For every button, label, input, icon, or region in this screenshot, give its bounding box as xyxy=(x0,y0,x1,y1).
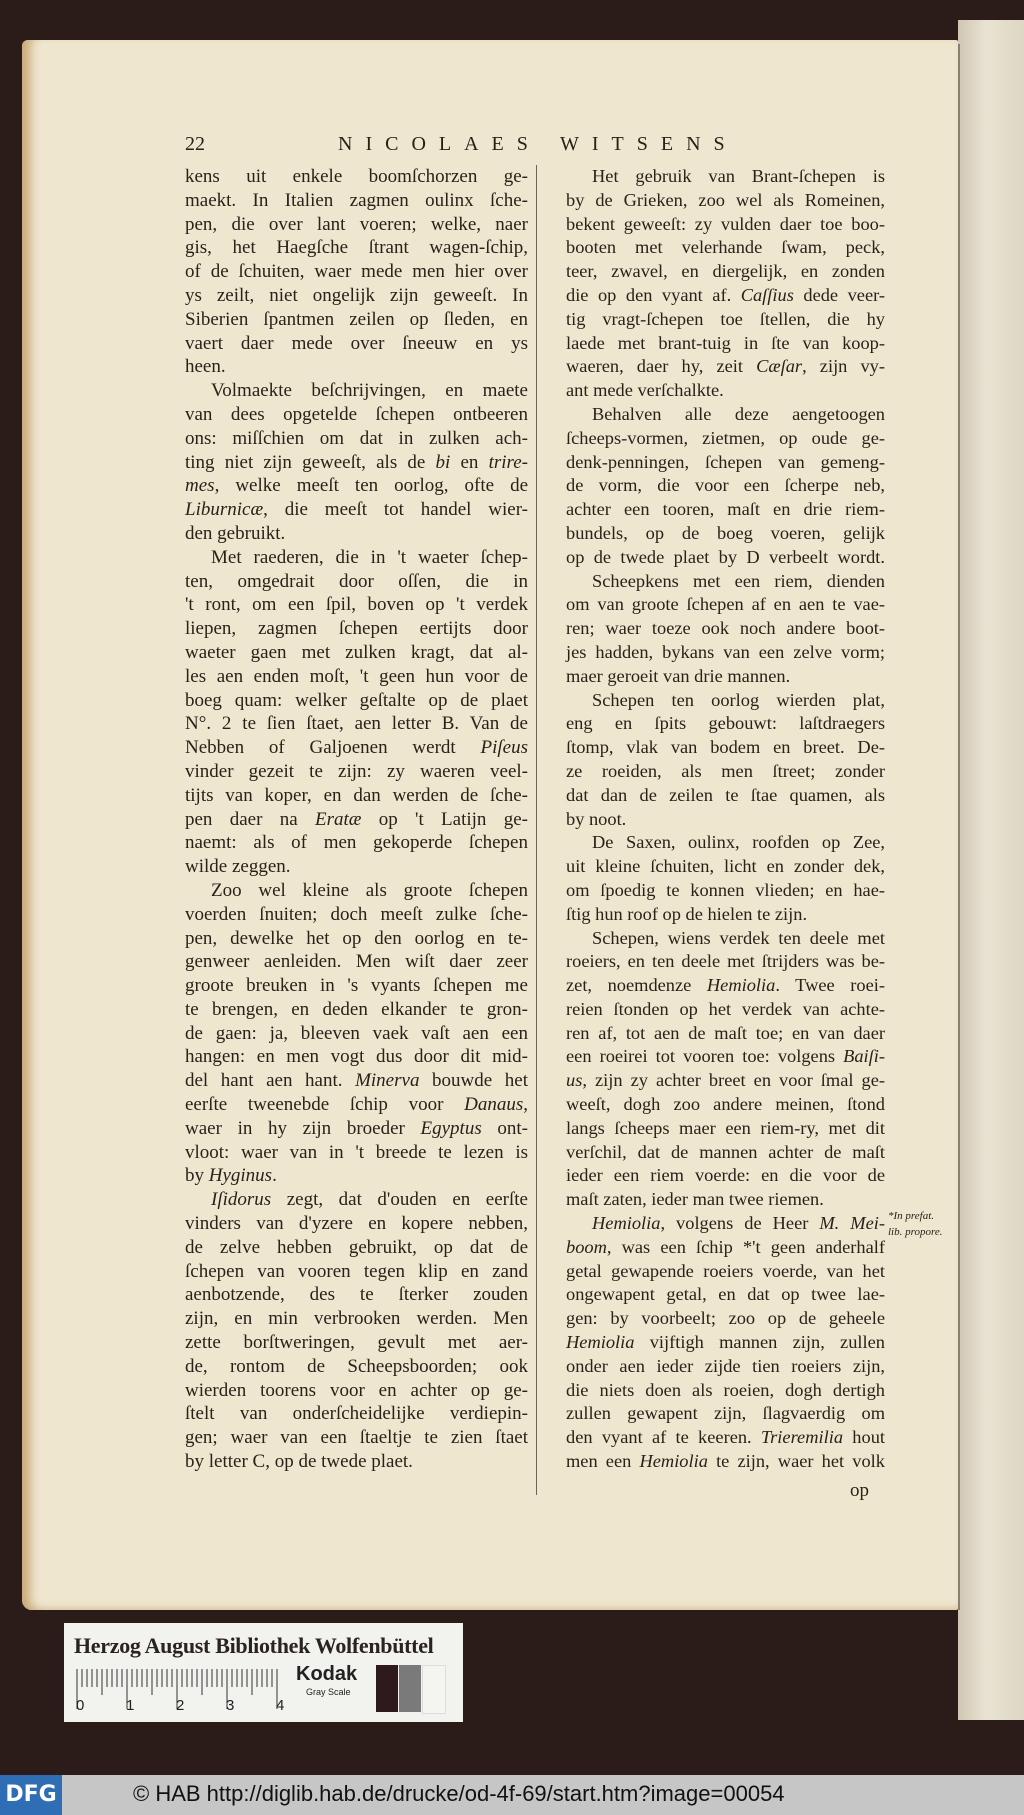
text-line xyxy=(185,665,528,689)
text-line xyxy=(566,903,885,927)
text-segment: dede veer- xyxy=(793,284,885,305)
text-line xyxy=(185,1426,528,1450)
text-line xyxy=(566,403,885,427)
text-segment: jes hadden, bykans van een zelve vorm; xyxy=(566,641,885,662)
gray-swatch-light xyxy=(422,1665,446,1714)
text-segment: ze roeiden, als men ſtreet; zonder xyxy=(566,760,885,781)
text-segment: ant mede verſchalkte. xyxy=(566,380,724,401)
text-segment: ſchepen van vooren tegen klip en zand xyxy=(185,1260,528,1282)
text-segment: Het gebruik van Brant-ſchepen is xyxy=(592,166,885,186)
text-segment: een roeirei tot vooren toe: volgens xyxy=(566,1046,844,1067)
text-segment: bekent geweeſt: zy vulden daer toe boo- xyxy=(566,213,885,234)
text-line xyxy=(185,1093,528,1117)
text-line xyxy=(566,474,885,498)
text-segment: ons: miſſchien om dat in zulken ach- xyxy=(185,427,528,449)
italic-text: Baiſi- xyxy=(843,1046,885,1067)
text-line xyxy=(566,284,885,308)
text-line xyxy=(566,641,885,665)
text-line xyxy=(566,379,885,403)
text-segment: den gebruikt. xyxy=(185,522,286,544)
text-line xyxy=(185,546,528,570)
page-number: 22 xyxy=(185,133,205,155)
text-segment: onder aen ieder zijde tien roeiers zijn, xyxy=(566,1355,885,1376)
text-line xyxy=(185,617,528,641)
italic-text: Piſeus xyxy=(480,737,528,759)
text-segment: maer geroeit van drie mannen. xyxy=(566,665,791,686)
text-segment: , zijn vy- xyxy=(802,356,885,377)
text-segment: liepen, zagmen ſchepen eertijts door xyxy=(185,618,528,640)
text-line xyxy=(566,165,885,189)
text-line xyxy=(185,1164,528,1188)
text-segment: pen, die over lant voeren; welke, naer xyxy=(185,213,528,235)
text-line xyxy=(185,451,528,475)
text-line xyxy=(566,1283,885,1307)
text-line xyxy=(566,974,885,998)
text-segment: waeter gaen met zulken kragt, dat al- xyxy=(185,641,528,663)
text-segment: ieder een riem voerde: en die voor de xyxy=(566,1165,885,1186)
text-line xyxy=(185,879,528,903)
text-line xyxy=(566,593,885,617)
italic-text: M. Mei- xyxy=(819,1213,885,1234)
text-line xyxy=(566,213,885,237)
text-segment: voerden ſnuiten; doch meeſt zulke ſche- xyxy=(185,903,528,925)
text-segment: zette borſtweringen, gevult met aer- xyxy=(185,1332,528,1354)
text-segment: . Twee roei- xyxy=(775,975,885,996)
italic-text: Hemiolia xyxy=(566,1332,635,1353)
italic-text: Caſſius xyxy=(740,284,794,305)
ruler-number: 1 xyxy=(126,1697,135,1714)
text-segment: wierden toorens voor en achter op ge- xyxy=(185,1379,528,1401)
text-line xyxy=(185,998,528,1022)
library-name: Herzog August Bibliothek Wolfenbüttel xyxy=(74,1633,434,1658)
text-segment: tijts van koper, en dan werden de ſche- xyxy=(185,784,528,806)
text-segment: , was een ſchip *'t geen anderhalf xyxy=(606,1236,885,1257)
text-segment: bouwde het xyxy=(419,1070,528,1092)
text-segment: zegt, dat d'ouden en eerſte xyxy=(271,1189,528,1211)
text-segment: groote breuken in 's vyants ſchepen me xyxy=(185,975,528,997)
text-segment: waer in hy zijn broeder xyxy=(185,1117,421,1139)
text-line xyxy=(566,1117,885,1141)
text-line xyxy=(185,355,528,379)
text-segment: tig vragt-ſchepen toe ſtellen, die hy xyxy=(566,308,885,329)
margin-note-line: lib. propore. xyxy=(888,1226,943,1238)
text-segment: de vorm, die voor een ſcherpe neb, xyxy=(566,475,885,496)
catchword: op xyxy=(850,1480,869,1501)
text-segment: . xyxy=(272,1165,277,1187)
text-segment: dat dan de zeilen te ſtae quamen, als xyxy=(566,784,885,805)
text-segment: naemt: als of men gekoperde ſchepen xyxy=(185,832,528,854)
text-segment: 't ront, om een ſpil, boven op 't verdek xyxy=(185,594,528,616)
text-line xyxy=(185,1283,528,1307)
text-line xyxy=(566,522,885,546)
text-segment: bundels, op de boeg voeren, gelijk xyxy=(566,522,885,543)
footer-bar xyxy=(0,1775,1024,1815)
text-segment: booten met velerhande ſwam, peck, xyxy=(566,237,885,258)
text-line xyxy=(566,712,885,736)
text-segment: Schepen, wiens verdek ten deele met xyxy=(592,927,885,948)
text-line xyxy=(566,1402,885,1426)
text-segment: , xyxy=(523,1094,528,1116)
text-line xyxy=(185,1450,528,1474)
text-line xyxy=(185,308,528,332)
text-line xyxy=(185,736,528,760)
text-segment: Siberien ſpantmen zeilen op ſleden, en xyxy=(185,308,528,330)
text-line xyxy=(566,260,885,284)
running-head-right: WITSENS xyxy=(560,133,738,155)
italic-text: mes xyxy=(185,475,215,497)
text-line xyxy=(566,1022,885,1046)
text-segment: verſchil, dat de mannen achter de maſt xyxy=(566,1141,885,1162)
text-segment: vijftigh mannen zijn, zullen xyxy=(634,1332,885,1353)
text-segment: eerſte tweenebde ſchip voor xyxy=(185,1094,465,1116)
text-segment: genweer aenleiden. Men wiſt daer zeer xyxy=(185,951,528,973)
text-segment: de gaen: ja, bleeven vaek vaſt aen een xyxy=(185,1022,528,1044)
text-segment: del hant aen hant. xyxy=(185,1070,356,1092)
text-line xyxy=(566,236,885,260)
text-line xyxy=(185,189,528,213)
text-line xyxy=(566,332,885,356)
text-segment: , zijn zy achter breet en voor ſmal ge- xyxy=(582,1070,885,1091)
text-segment: of de ſchuiten, waer mede men hier over xyxy=(185,261,528,283)
ruler-number: 0 xyxy=(76,1697,85,1714)
text-segment: getal gewapende roeiers voerde, van het xyxy=(566,1260,885,1281)
text-line xyxy=(566,689,885,713)
text-line xyxy=(566,736,885,760)
text-segment: gis, het Haegſche ſtrant wagen-ſchip, xyxy=(185,237,528,259)
text-line xyxy=(566,1188,885,1212)
italic-text: Minerva xyxy=(355,1070,420,1092)
text-segment: heen. xyxy=(185,356,226,378)
text-segment: ten, omgedrait door oſſen, die in xyxy=(185,570,528,592)
text-segment: hout xyxy=(843,1427,885,1448)
text-line xyxy=(566,1426,885,1450)
text-segment: Behalven alle deze aengetoogen xyxy=(592,403,885,424)
kodak-logo: Kodak xyxy=(296,1663,358,1685)
text-segment: ont- xyxy=(481,1117,528,1139)
text-line xyxy=(566,308,885,332)
text-segment: Scheepkens met een riem, dienden xyxy=(592,570,885,591)
text-segment: die op den vyant af. xyxy=(566,284,741,305)
text-line xyxy=(566,1379,885,1403)
text-line xyxy=(185,1141,528,1165)
text-line xyxy=(185,236,528,260)
text-line xyxy=(566,1141,885,1165)
text-segment: Volmaekte beſchrijvingen, en maete xyxy=(211,380,528,402)
text-segment: ſtig hun roof op de hielen te zijn. xyxy=(566,903,808,924)
italic-text: Iſidorus xyxy=(211,1189,272,1211)
text-line xyxy=(185,712,528,736)
text-line xyxy=(185,165,528,189)
adjacent-page-edge xyxy=(958,20,1024,1720)
italic-text: Trieremilia xyxy=(760,1427,844,1448)
margin-note-line: *In prefat. xyxy=(888,1210,935,1222)
text-segment: by de Grieken, zoo wel als Romeinen, xyxy=(566,189,885,210)
italic-text: boom xyxy=(566,1236,607,1257)
text-segment: roeiers, en ten deele met ſtrijders was be- xyxy=(566,951,885,972)
text-segment: aenbotzende, des te ſterker zouden xyxy=(185,1284,528,1306)
text-line xyxy=(185,1188,528,1212)
text-segment: vaert daer mede over ſneeuw en ys xyxy=(185,332,528,354)
italic-text: bi xyxy=(435,451,451,473)
text-segment: op 't Latijn ge- xyxy=(361,808,528,830)
text-line xyxy=(185,593,528,617)
italic-text: Eratæ xyxy=(314,808,362,830)
text-segment: ys zeilt, niet ongelijk zijn geweeſt. In xyxy=(185,284,528,306)
text-line xyxy=(185,1236,528,1260)
text-line xyxy=(185,1355,528,1379)
text-segment: laede met brant-tuig in ſte van koop- xyxy=(566,332,885,353)
text-segment: vinders van d'yzere en kopere nebben, xyxy=(185,1213,528,1235)
text-segment: waeren, daer hy, zeit xyxy=(566,356,757,377)
text-segment: van dees opgetelde ſchepen ontbeeren xyxy=(185,403,528,425)
ruler-number: 4 xyxy=(276,1697,285,1714)
text-segment: den vyant af te keeren. xyxy=(566,1427,761,1448)
text-line xyxy=(566,1236,885,1260)
text-line xyxy=(185,760,528,784)
text-line xyxy=(566,1045,885,1069)
text-line xyxy=(566,1450,885,1474)
text-segment: om van groote ſchepen af en aen te vae- xyxy=(566,594,885,615)
text-segment: eng en ſpits gebouwt: laſtdraegers xyxy=(566,713,885,734)
text-line xyxy=(185,332,528,356)
text-line xyxy=(185,498,528,522)
text-segment: N°. 2 te ſien ſtaet, aen letter B. Van de xyxy=(185,713,528,735)
text-segment: achter een tooren, maſt en drie riem- xyxy=(566,499,885,520)
text-line xyxy=(185,260,528,284)
text-segment: ongewapent getal, en dat op twee lae- xyxy=(566,1284,885,1305)
text-line xyxy=(566,831,885,855)
gray-swatch-mid xyxy=(399,1665,421,1712)
text-line xyxy=(185,1212,528,1236)
text-line xyxy=(566,808,885,832)
text-line xyxy=(185,1402,528,1426)
text-line xyxy=(566,451,885,475)
text-segment: op de twede plaet by D verbeelt wordt. xyxy=(566,546,885,567)
text-segment: boeg quam: welker geſtalte op de plaet xyxy=(185,689,528,711)
page-edge-line xyxy=(958,44,960,1610)
italic-text: Egyptus xyxy=(420,1117,482,1139)
text-line xyxy=(566,1212,885,1236)
text-line xyxy=(566,855,885,879)
text-segment: Zoo wel kleine als groote ſchepen xyxy=(211,879,528,901)
text-segment: om ſpoedig te konnen vlieden; en hae- xyxy=(566,879,885,900)
text-segment: zijn, en min verbrooken werden. Men xyxy=(185,1308,528,1330)
text-segment: de, rontom de Scheepsboorden; ook xyxy=(185,1355,528,1377)
text-line xyxy=(185,831,528,855)
text-line xyxy=(566,927,885,951)
text-line xyxy=(185,950,528,974)
margin-note xyxy=(888,1208,943,1240)
italic-text: Cæſar xyxy=(756,356,803,377)
text-line xyxy=(566,950,885,974)
text-line xyxy=(185,379,528,403)
text-segment: , die meeſt tot handel wier- xyxy=(263,499,528,521)
text-line xyxy=(566,189,885,213)
text-segment: Schepen ten oorlog wierden plat, xyxy=(592,689,885,710)
gray-swatch-dark xyxy=(376,1665,398,1712)
text-segment: ſtelt van onderſcheidelijke verdiepin- xyxy=(185,1403,528,1425)
text-line xyxy=(566,879,885,903)
text-line xyxy=(566,570,885,594)
text-segment: pen daer na xyxy=(185,808,315,830)
text-segment: vloot: waer van in 't breede te lezen is xyxy=(185,1141,528,1163)
text-line xyxy=(185,1117,528,1141)
text-segment: ſcheeps-vormen, zietmen, op oude ge- xyxy=(566,427,885,448)
text-segment: kens uit enkele boomſchorzen ge- xyxy=(185,166,528,187)
text-line xyxy=(185,855,528,879)
text-line xyxy=(185,1045,528,1069)
text-line xyxy=(185,403,528,427)
text-line xyxy=(566,1331,885,1355)
right-text-column xyxy=(566,165,885,1474)
text-line xyxy=(185,927,528,951)
text-line xyxy=(566,998,885,1022)
text-segment: maekt. In Italien zagmen oulinx ſche- xyxy=(185,189,528,211)
text-segment: teer, zwavel, en diergelijk, en zonden xyxy=(566,261,885,282)
text-line xyxy=(566,498,885,522)
text-line xyxy=(566,760,885,784)
text-line xyxy=(566,1355,885,1379)
text-segment: hangen: en men vogt dus door dit mid- xyxy=(185,1046,528,1068)
text-line xyxy=(566,427,885,451)
text-line xyxy=(566,1307,885,1331)
text-line xyxy=(185,474,528,498)
text-line xyxy=(566,1069,885,1093)
text-segment: by noot. xyxy=(566,808,627,829)
text-segment: ſtomp, vlak van bodem en breet. De- xyxy=(566,737,885,758)
italic-text: Hemiolia xyxy=(639,1451,708,1472)
text-line xyxy=(185,213,528,237)
text-line xyxy=(185,284,528,308)
text-segment: by letter C, op de twede plaet. xyxy=(185,1451,413,1473)
italic-text: us xyxy=(566,1070,583,1091)
text-segment: langs ſcheeps maer een riem-ry, met dit xyxy=(566,1117,885,1138)
text-line xyxy=(566,1164,885,1188)
text-line xyxy=(185,808,528,832)
text-segment: Met raederen, die in 't waeter ſchep- xyxy=(211,546,528,568)
text-segment: ting niet zijn geweeſt, als de xyxy=(185,451,436,473)
text-line xyxy=(185,974,528,998)
text-segment: en xyxy=(450,451,489,473)
text-line xyxy=(185,1379,528,1403)
text-segment: denk-penningen, ſchepen van gemeng- xyxy=(566,451,885,472)
text-segment: Nebben of Galjoenen werdt xyxy=(185,737,481,759)
dfg-logo: DFG xyxy=(0,1775,62,1815)
italic-text: Liburnicæ xyxy=(185,499,264,521)
text-line xyxy=(185,522,528,546)
text-line xyxy=(185,784,528,808)
text-segment: by xyxy=(185,1165,209,1187)
text-line xyxy=(566,665,885,689)
italic-text: Hyginus xyxy=(208,1165,273,1187)
text-segment: les aen enden moſt, 't geen hun voor de xyxy=(185,665,528,687)
text-segment: weeſt, dogh zoo andere meinen, ſtond xyxy=(566,1094,885,1115)
text-line xyxy=(185,427,528,451)
text-line xyxy=(185,1307,528,1331)
text-segment: gen: by voorbeelt; zoo op de geheele xyxy=(566,1308,885,1329)
text-segment: zullen gewapent zijn, ſlagvaerdig om xyxy=(566,1403,885,1424)
italic-text: Hemiolia xyxy=(592,1213,661,1234)
text-segment: , welke meeſt ten oorlog, ofte de xyxy=(214,475,528,497)
running-head-left: NICOLAES xyxy=(338,133,541,155)
left-text-column xyxy=(185,165,528,1474)
italic-text: trire- xyxy=(488,451,529,473)
copyright-link[interactable]: © HAB http://diglib.hab.de/drucke/od-4f-69/start.htm?image=00054 xyxy=(133,1781,785,1806)
text-segment: vinder gezeit te zijn: zy waeren veel- xyxy=(185,760,528,782)
text-segment: te brengen, en deden elkander te gron- xyxy=(185,998,528,1020)
ruler-number: 2 xyxy=(176,1697,185,1714)
text-segment: men een xyxy=(566,1451,640,1472)
text-segment: gen; waer van een ſtaeltje te zien ſtaet xyxy=(185,1427,528,1449)
column-divider xyxy=(536,165,537,1495)
kodak-subtitle: Gray Scale xyxy=(306,1687,351,1697)
text-segment: te zijn, waer het volk xyxy=(707,1451,885,1472)
text-segment: De Saxen, oulinx, roofden op Zee, xyxy=(592,832,885,853)
text-segment: maſt zaten, ieder man twee riemen. xyxy=(566,1189,824,1210)
text-segment: reien ſtonden op het verdek van achte- xyxy=(566,998,885,1019)
text-line xyxy=(185,1022,528,1046)
text-segment: wilde zeggen. xyxy=(185,856,291,878)
text-segment: zet, noemdenze xyxy=(566,975,707,996)
text-line xyxy=(566,1093,885,1117)
text-segment: pen, dewelke het op den oorlog en te- xyxy=(185,927,528,949)
text-segment: ren; waer toeze ook noch andere boot- xyxy=(566,618,885,639)
text-line xyxy=(185,570,528,594)
text-segment: , volgens de Heer xyxy=(660,1213,820,1234)
text-line xyxy=(185,1260,528,1284)
text-line xyxy=(185,641,528,665)
text-segment: de zelve hebben gebruikt, op dat de xyxy=(185,1236,528,1258)
text-line xyxy=(185,1331,528,1355)
text-line xyxy=(566,355,885,379)
text-line xyxy=(185,1069,528,1093)
text-line xyxy=(185,903,528,927)
text-segment: uit kleine ſchuiten, licht en zonder dek, xyxy=(566,856,885,877)
library-color-target xyxy=(64,1623,463,1722)
text-line xyxy=(566,784,885,808)
text-segment: ren af, tot aen de maſt toe; en van daer xyxy=(566,1022,885,1043)
italic-text: Hemiolia xyxy=(706,975,776,996)
text-segment: die niets doen als roeien, dogh dertigh xyxy=(566,1379,885,1400)
ruler-number: 3 xyxy=(226,1697,235,1714)
italic-text: Danaus xyxy=(464,1094,524,1116)
text-line xyxy=(185,689,528,713)
text-line xyxy=(566,1260,885,1284)
text-line xyxy=(566,617,885,641)
text-line xyxy=(566,546,885,570)
